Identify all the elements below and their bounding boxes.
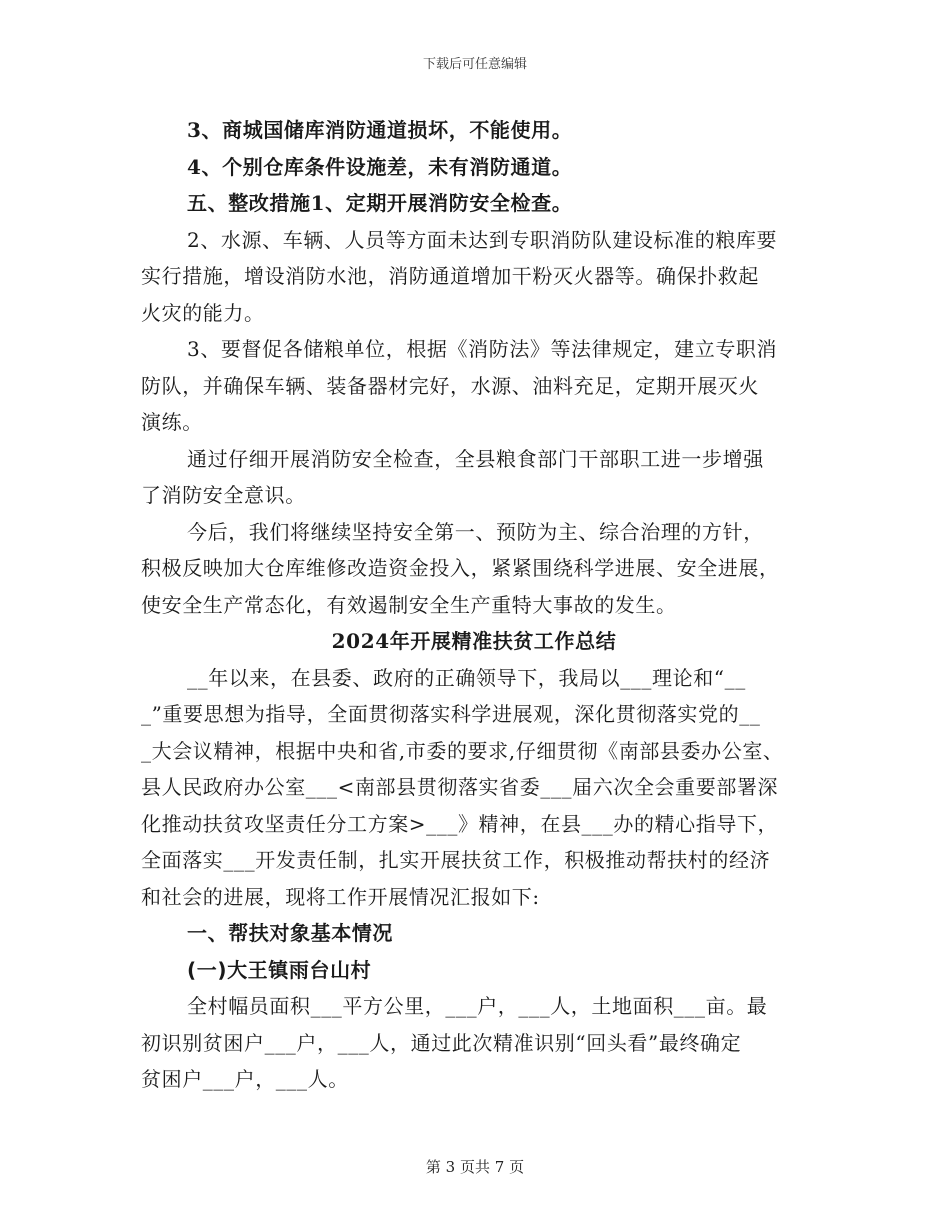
- section-title: 2024年开展精准扶贫工作总结: [331, 629, 617, 653]
- text-line: 通过仔细开展消防安全检查，全县粮食部门干部职工进一步增强: [187, 446, 764, 471]
- text-line: _大会议精神，根据中央和省,市委的要求,仔细贯彻《南部县委办公室、: [141, 738, 784, 763]
- page-footer: 第 3 页共 7 页: [425, 1158, 525, 1176]
- text-line: 县人民政府办公室___<南部县贯彻落实省委___届六次全会重要部署深: [141, 775, 779, 799]
- text-line: 积极反映加大仓库维修改造资金投入，紧紧围绕科学进展、安全进展，: [141, 556, 780, 580]
- text-line: __年以来，在县委、政府的正确领导下，我局以___理论和“__: [187, 665, 746, 690]
- text-line: 全面落实___开发责任制，扎实开展扶贫工作，积极推动帮扶村的经济: [141, 848, 771, 872]
- document-body: [141, 112, 807, 1098]
- page-header: 下载后可任意编辑: [422, 57, 527, 72]
- text-line: 初识别贫困户___户，___人，通过此次精准识别“回头看”最终确定: [141, 1030, 742, 1055]
- heading-line: 一、帮扶对象基本情况: [187, 921, 393, 945]
- text-line: 和社会的进展，现将工作开展情况汇报如下:: [141, 884, 540, 909]
- text-line: _”重要思想为指导，全面贯彻落实科学进展观，深化贯彻落实党的__: [141, 702, 761, 726]
- text-line: 3、商城国储库消防通道损坏，不能使用。: [187, 118, 573, 142]
- text-line: 化推动扶贫攻坚责任分工方案>___》精神，在县___办的精心指导下，: [141, 811, 779, 836]
- text-line: 3、要督促各储粮单位，根据《消防法》等法律规定，建立专职消: [187, 337, 778, 361]
- text-line: 今后，我们将继续坚持安全第一、预防为主、综合治理的方针，: [187, 519, 764, 544]
- text-line: 演练。: [141, 410, 203, 434]
- subheading-line: (一)大王镇雨台山村: [187, 957, 372, 982]
- text-line: 2、水源、车辆、人员等方面未达到专职消防队建设标准的粮库要: [187, 227, 778, 252]
- text-line: 五、整改措施1、定期开展消防安全检查。: [187, 191, 573, 215]
- text-line: 使安全生产常态化，有效遏制安全生产重特大事故的发生。: [141, 592, 677, 617]
- text-line: 实行措施，增设消防水池，消防通道增加干粉灭火器等。确保扑救起: [141, 264, 759, 288]
- text-line: 防队，并确保车辆、装备器材完好，水源、油料充足，定期开展灭火: [141, 373, 759, 398]
- text-line: 了消防安全意识。: [141, 483, 306, 507]
- text-line: 全村幅员面积___平方公里，___户，___人，土地面积___亩。最: [187, 994, 768, 1018]
- text-line: 4、个别仓库条件设施差，未有消防通道。: [187, 154, 573, 179]
- text-line: 火灾的能力。: [141, 300, 265, 325]
- text-line: 贫困户___户，___人。: [141, 1067, 349, 1091]
